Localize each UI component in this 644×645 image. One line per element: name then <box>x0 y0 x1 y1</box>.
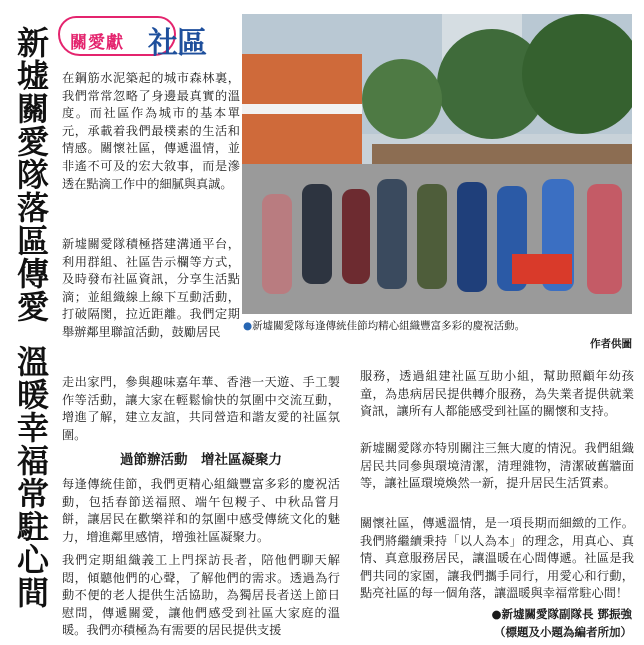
headline-part1: 新墟關愛隊落區傳愛 <box>12 26 50 323</box>
paragraph-closing: 關懷社區，傳遞溫情，是一項長期而細緻的工作。我們將繼續秉持「以人為本」的理念，用真心、真情、真意服務居民，讓溫暖在心間傳遞。社區是我們共同的家園，讓我們攜手同行，用愛心和行動，點亮社區的每一個角落，讓溫暖與幸福常駐心間！ <box>360 516 634 601</box>
paragraph-support: 服務，透過組建社區互助小組，幫助照顧年幼孩童，為患病居民提供轉介服務，為失業者提供就業資訊，讓所有人都能感受到社區的關懷和支持。 <box>360 369 634 419</box>
caption-bullet: ● <box>243 320 253 332</box>
paragraph-platform: 新墟關愛隊積極搭建溝通平台，利用群組、社區告示欄等方式，及時發布社區資訊，分享生活點滴；並組織線上線下互動活動，打破隔閡，拉近距離。我們定期舉辦鄰里聯誼活動，鼓勵居民 <box>62 237 240 339</box>
byline-bullet: ● <box>491 607 502 621</box>
subheading: 過節辦活動 增社區凝聚力 <box>120 452 282 468</box>
paragraph-buildings: 新墟關愛隊亦特別關注三無大廈的情況。我們組織居民共同參與環境清潔，清理雜物，清潔破舊牆面等，讓社區環境煥然一新，提升居民生活質素。 <box>360 441 634 491</box>
logo-pink-text: 關愛獻 <box>70 33 124 53</box>
news-photo <box>242 14 632 314</box>
photo-illustration <box>242 14 632 314</box>
author-byline <box>491 606 632 622</box>
paragraph-festivals: 每逢傳統佳節，我們更精心組織豐富多彩的慶祝活動，包括春節送福照、端午包糉子、中秋品嘗月餅，讓居民在歡樂祥和的氛圍中感受傳統文化的魅力，增進鄰里感情，增強社區凝聚力。 <box>62 477 340 544</box>
byline-author: 新墟關愛隊副隊長 鄧振強 <box>501 607 632 621</box>
column-logo <box>60 12 220 60</box>
caption-text: 新墟關愛隊每逢傳統佳節均精心組織豐富多彩的慶祝活動。 <box>252 320 526 332</box>
paragraph-platform-cont: 走出家門，參與趣味嘉年華、香港一天遊、手工製作等活動，讓大家在輕鬆愉快的氛圍中交流互動，增進了解，建立友誼，共同營造和諧友愛的社區氛圍。 <box>62 375 340 442</box>
headline-part2: 溫暖幸福常駐心間 <box>12 345 50 609</box>
photo-caption <box>243 318 525 333</box>
editor-note: （標題及小題為編者所加） <box>494 625 632 639</box>
photo-credit: 作者供圖 <box>590 338 632 350</box>
paragraph-visits: 我們定期組織義工上門探訪長者，陪他們聊天解悶，傾聽他們的心聲，了解他們的需求。透過為行動不便的老人提供生活協助，為獨居長者送上節日慰問，傳遞關愛，讓他們感受到社區大家庭的溫暖。我們亦積極為有需要的居民提供支援 <box>62 553 340 638</box>
logo-blue-text: 社區 <box>148 26 206 61</box>
paragraph-intro: 在鋼筋水泥築起的城市森林裏，我們常常忽略了身邊最真實的溫度。而社區作為城市的基本單元，承載着我們最樸素的生活和情感。關懷社區，傳遞溫情，並非遙不可及的宏大敘事，而是滲透在點滴工作中的細膩與真誠。 <box>62 71 240 191</box>
